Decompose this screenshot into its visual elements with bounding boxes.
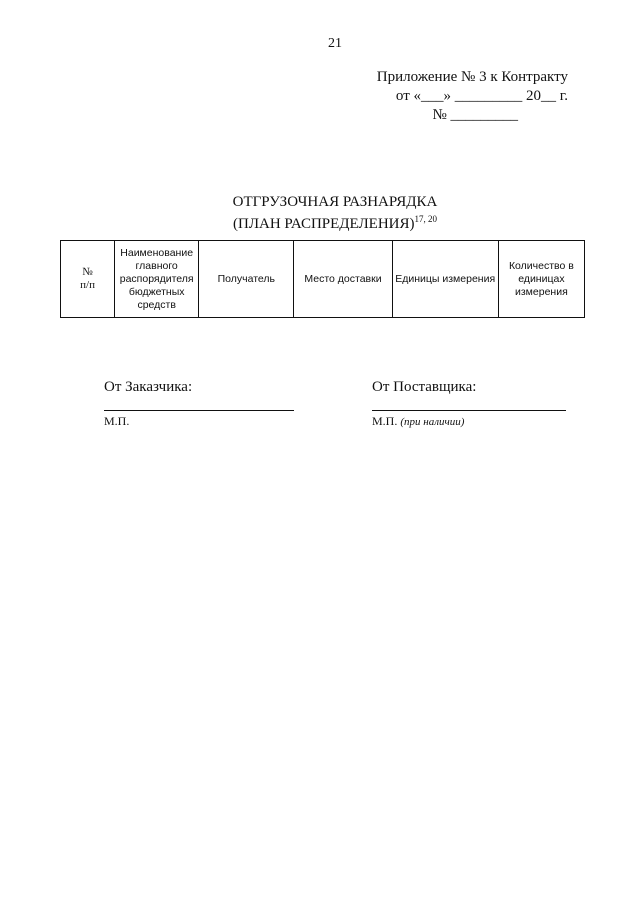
page-number: 21	[328, 36, 342, 51]
document-title-line1: ОТГРУЗОЧНАЯ РАЗНАРЯДКА	[232, 194, 438, 210]
customer-signature-line	[104, 410, 294, 411]
document-title-line2	[0, 211, 640, 233]
header-cell-quantity: Количество в единицах измерения	[498, 241, 584, 318]
number-symbol: №	[82, 266, 93, 278]
appendix-title: Приложение № 3 к Контракту	[376, 69, 568, 85]
supplier-stamp-note: (при наличии)	[400, 416, 465, 428]
header-cell-budget-manager: Наименование главного распорядителя бюджетных средств	[115, 241, 199, 318]
supplier-signature-label: От Поставщика:	[372, 379, 477, 395]
distribution-plan-table	[60, 240, 585, 318]
customer-stamp-label: М.П.	[104, 414, 130, 428]
appendix-date: от «___» _________ 20__ г.	[395, 88, 568, 104]
footnote-ref: 17, 20	[414, 214, 437, 224]
supplier-stamp-text: М.П.	[372, 414, 398, 428]
document-title	[0, 194, 640, 233]
supplier-signature-line	[372, 410, 566, 411]
customer-signature-label: От Заказчика:	[104, 379, 193, 395]
table-header-row	[61, 241, 585, 318]
header-cell-number	[61, 241, 115, 318]
header-cell-units: Единицы измерения	[392, 241, 498, 318]
header-cell-recipient: Получатель	[199, 241, 294, 318]
supplier-stamp-label	[372, 414, 464, 429]
header-cell-delivery-place: Место доставки	[294, 241, 392, 318]
appendix-number: № _________	[432, 107, 518, 123]
document-title-text: (ПЛАН РАСПРЕДЕЛЕНИЯ)	[233, 216, 415, 232]
appendix-header	[377, 68, 568, 125]
number-sub: п/п	[80, 279, 95, 291]
